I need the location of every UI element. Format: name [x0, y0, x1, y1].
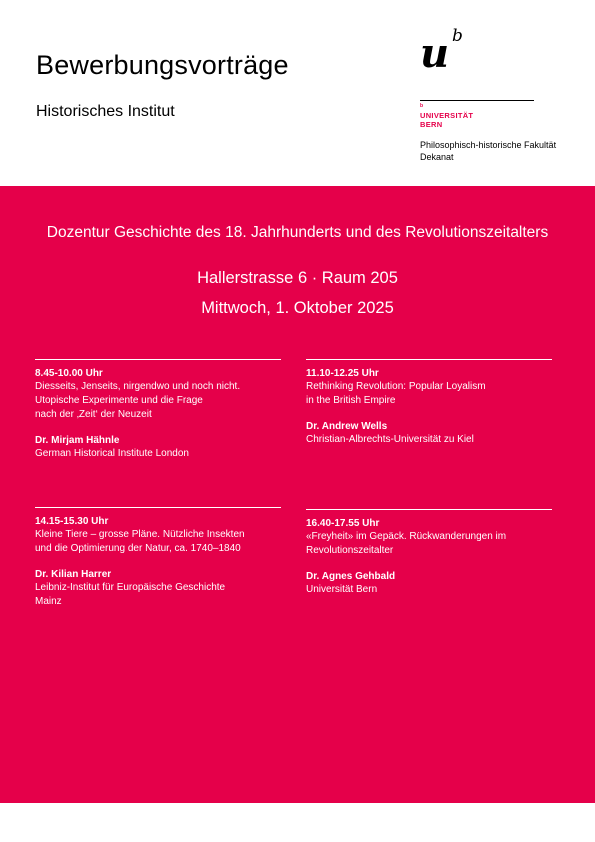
- talk-title-line: nach der ‚Zeit‘ der Neuzeit: [35, 409, 152, 420]
- university-line-1: UNIVERSITÄT: [420, 111, 474, 120]
- event-location: Hallerstrasse 6 · Raum 205: [197, 269, 398, 287]
- slot-time: 14.15-15.30 Uhr: [35, 516, 109, 527]
- faculty-block: [420, 139, 556, 163]
- faculty-name: Philosophisch-historische Fakultät: [420, 140, 557, 150]
- speaker-institution: [306, 583, 552, 597]
- logo-u: u: [420, 30, 450, 77]
- slot-time: 8.45-10.00 Uhr: [35, 368, 103, 379]
- schedule-slot-2: [306, 359, 552, 447]
- talk-title: [306, 530, 552, 558]
- office-name: Dekanat: [420, 152, 454, 162]
- institution-line: Mainz: [35, 596, 62, 607]
- divider: [306, 509, 552, 510]
- divider: [35, 359, 281, 360]
- institution-line: German Historical Institute London: [35, 448, 189, 459]
- speaker-institution: [35, 581, 281, 609]
- logo-rule: [420, 100, 534, 101]
- logo-small-b: b: [420, 103, 424, 109]
- speaker-name: Dr. Mirjam Hähnle: [35, 435, 120, 446]
- divider: [306, 359, 552, 360]
- talk-title: [35, 380, 281, 422]
- institution-line: Leibniz-Institut für Europäische Geschichte: [35, 582, 226, 593]
- institute-name: Historisches Institut: [36, 103, 175, 120]
- event-date: Mittwoch, 1. Oktober 2025: [201, 299, 394, 317]
- slot-time: 16.40-17.55 Uhr: [306, 518, 380, 529]
- schedule-slot-1: [35, 359, 281, 461]
- university-logo: [420, 26, 560, 162]
- position-title: Dozentur Geschichte des 18. Jahrhunderts und des Revolutionszeitalters: [46, 224, 549, 241]
- talk-title-line: Diesseits, Jenseits, nirgendwo und noch nicht.: [35, 381, 241, 392]
- speaker-institution: [35, 447, 281, 461]
- speaker-name: Dr. Kilian Harrer: [35, 569, 112, 580]
- talk-title-line: Kleine Tiere – grosse Pläne. Nützliche Insekten: [35, 529, 245, 540]
- schedule-slot-4: [306, 509, 552, 597]
- talk-title-line: Revolutionszeitalter: [306, 545, 394, 556]
- schedule-slot-3: [35, 507, 281, 609]
- talk-title-line: Utopische Experimente und die Frage: [35, 395, 203, 406]
- talk-title: [35, 528, 281, 556]
- talk-title: [306, 380, 552, 408]
- divider: [35, 507, 281, 508]
- institution-line: Christian-Albrechts-Universität zu Kiel: [306, 434, 474, 445]
- speaker-institution: [306, 433, 552, 447]
- university-line-2: BERN: [420, 120, 443, 129]
- talk-title-line: in the British Empire: [306, 395, 396, 406]
- document-title: Bewerbungsvorträge: [36, 50, 289, 80]
- talk-title-line: «Freyheit» im Gepäck. Rückwanderungen im: [306, 531, 507, 542]
- talk-title-line: Rethinking Revolution: Popular Loyalism: [306, 381, 486, 392]
- slot-time: 11.10-12.25 Uhr: [306, 368, 379, 379]
- ub-logo-mark: [420, 28, 560, 76]
- talk-title-line: und die Optimierung der Natur, ca. 1740–1840: [35, 543, 241, 554]
- program-band: [0, 186, 595, 803]
- logo-b: b: [452, 26, 463, 46]
- speaker-name: Dr. Andrew Wells: [306, 421, 388, 432]
- speaker-name: Dr. Agnes Gehbald: [306, 571, 396, 582]
- institution-line: Universität Bern: [306, 584, 378, 595]
- university-name: [420, 111, 473, 129]
